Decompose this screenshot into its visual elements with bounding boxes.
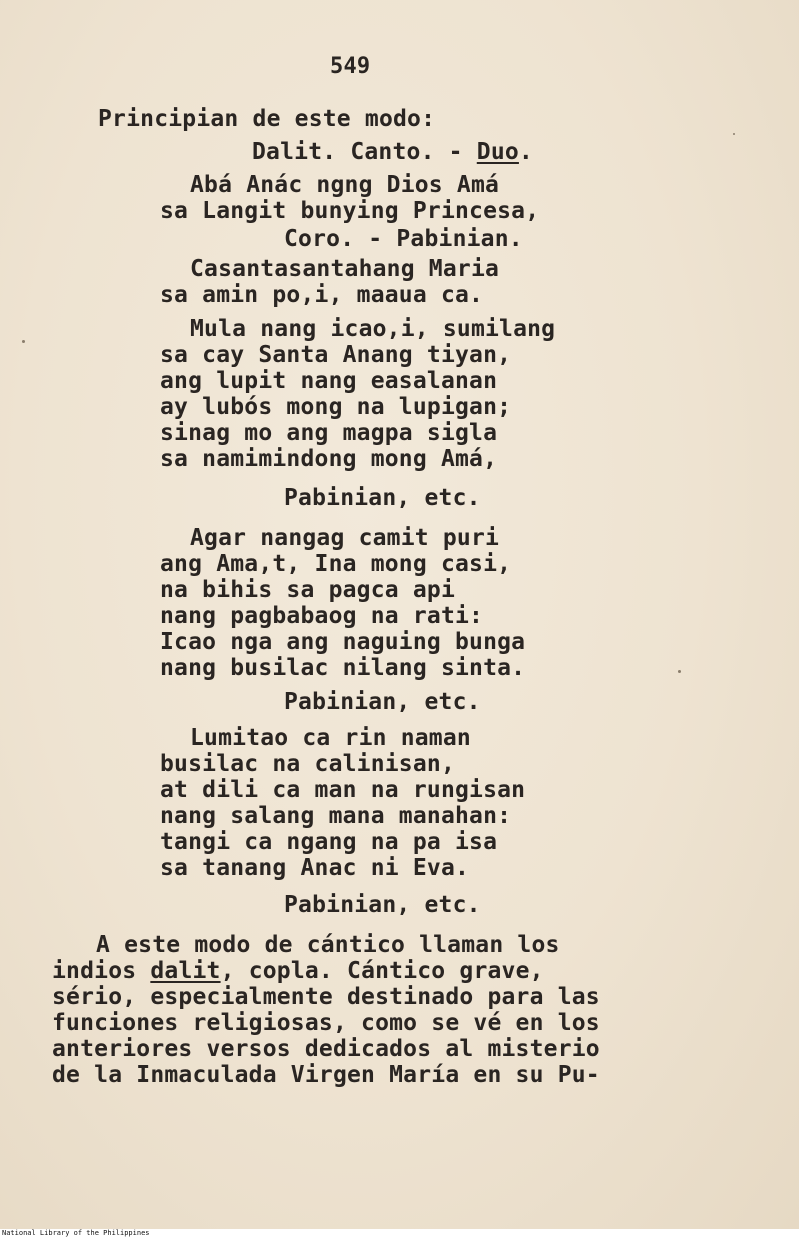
stanza-1-line: sinag mo ang magpa sigla: [160, 420, 498, 446]
subheading: [252, 139, 533, 165]
stanza-1-line: Mula nang icao,i, sumilang: [190, 316, 556, 342]
section-heading: Principian de este modo:: [98, 106, 436, 132]
stanza-2-line: nang pagbabaog na rati:: [160, 603, 484, 629]
footer-credit: National Library of the Philippines: [0, 1229, 799, 1238]
stanza-2-line: na bihis sa pagca api: [160, 577, 455, 603]
stanza-1-line: ang lupit nang easalanan: [160, 368, 498, 394]
stanza-2-line: Agar nangag camit puri: [190, 525, 500, 551]
paper-speck: [678, 670, 681, 673]
prose-line: anteriores versos dedicados al misterio: [52, 1036, 600, 1062]
coro-label: Coro. - Pabinian.: [284, 226, 523, 252]
coro-line: sa amin po,i, maaua ca.: [160, 282, 484, 308]
stanza-3-line: sa tanang Anac ni Eva.: [160, 855, 470, 881]
stanza-1-line: ay lubós mong na lupigan;: [160, 394, 512, 420]
subheading-text: Dalit. Canto. -: [252, 139, 477, 165]
prose-text: indios: [52, 958, 151, 984]
paper-speck: [733, 133, 735, 135]
stanza-2-line: Icao nga ang naguing bunga: [160, 629, 526, 655]
prose-line: de la Inmaculada Virgen María en su Pu-: [52, 1062, 600, 1088]
refrain: Pabinian, etc.: [284, 485, 481, 511]
prose-text: , copla. Cántico grave,: [220, 958, 544, 984]
refrain: Pabinian, etc.: [284, 892, 481, 918]
stanza-3-line: tangi ca ngang na pa isa: [160, 829, 498, 855]
stanza-2-line: ang Ama,t, Ina mong casi,: [160, 551, 512, 577]
stanza-3-line: Lumitao ca rin naman: [190, 725, 471, 751]
coro-line: Casantasantahang Maria: [190, 256, 500, 282]
paper-speck: [22, 340, 25, 343]
stanza-1-line: sa namimindong mong Amá,: [160, 446, 498, 472]
intro-line: sa Langit bunying Princesa,: [160, 198, 540, 224]
refrain: Pabinian, etc.: [284, 689, 481, 715]
page-number: 549: [330, 54, 371, 79]
intro-line: Abá Anác ngng Dios Amá: [190, 172, 500, 198]
prose-line: A este modo de cántico llaman los: [96, 932, 560, 958]
prose-underlined-word: dalit: [150, 958, 221, 984]
stanza-3-line: nang salang mana manahan:: [160, 803, 512, 829]
prose-line: funciones religiosas, como se vé en los: [52, 1010, 600, 1036]
prose-line: sério, especialmente destinado para las: [52, 984, 600, 1010]
stanza-2-line: nang busilac nilang sinta.: [160, 655, 526, 681]
subheading-end: .: [518, 139, 533, 165]
stanza-3-line: at dili ca man na rungisan: [160, 777, 526, 803]
subheading-underlined: Duo: [476, 139, 519, 165]
prose-line: [52, 958, 544, 984]
stanza-1-line: sa cay Santa Anang tiyan,: [160, 342, 512, 368]
stanza-3-line: busilac na calinisan,: [160, 751, 455, 777]
